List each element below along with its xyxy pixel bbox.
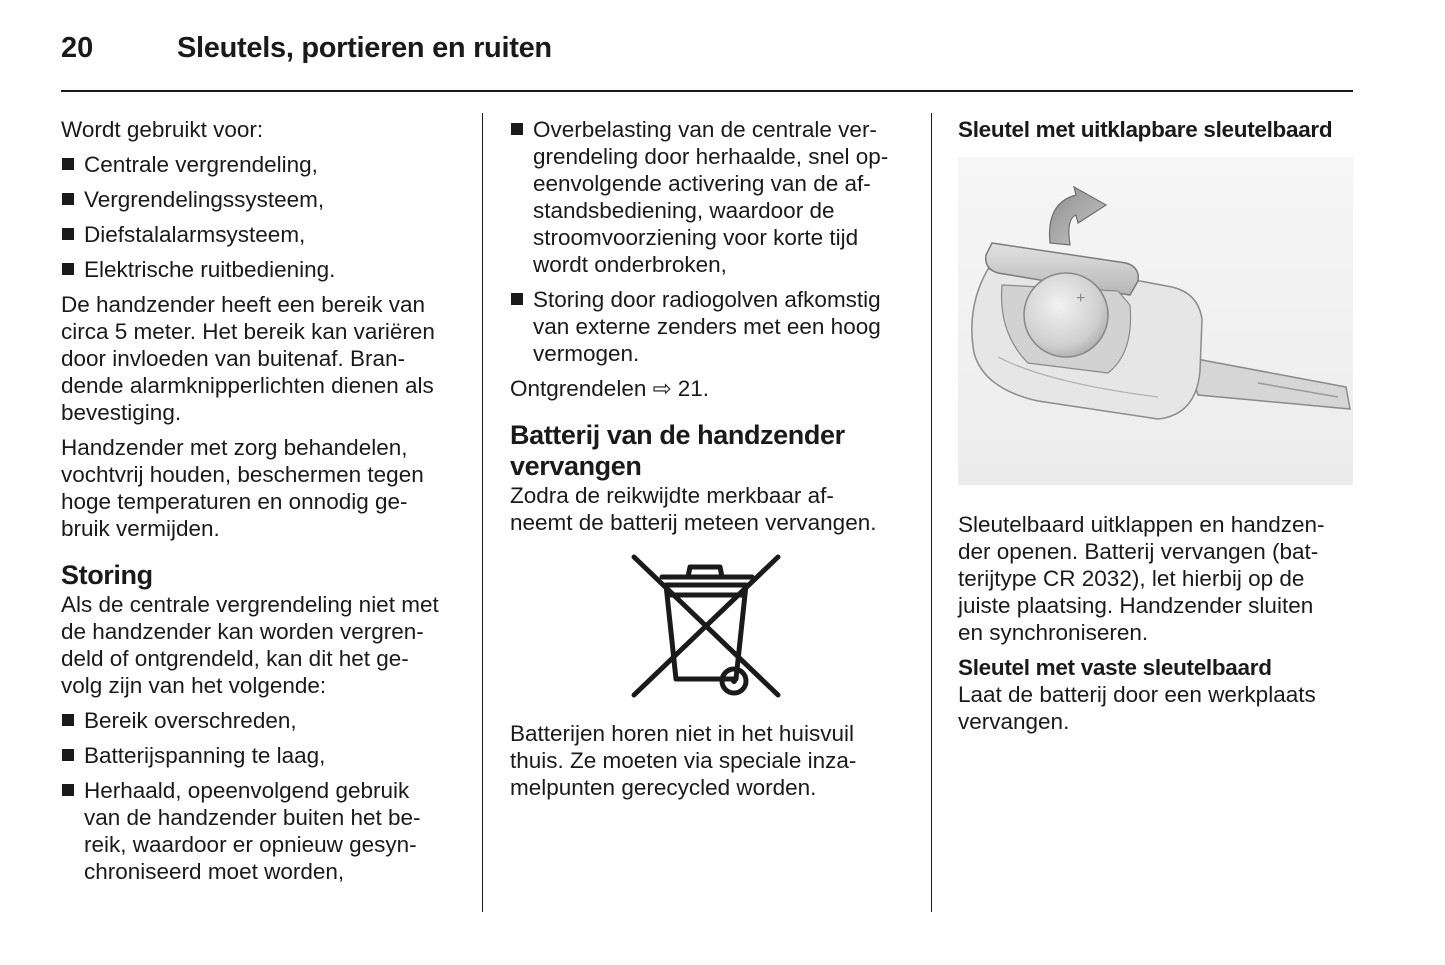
list-item: Overbelasting van de centrale ver- grendeling door herhaalde, snel op- eenvolgende activering van de af- standsbediening, waardoor de stroomvoorziening voor korte tijd wordt onderbroken,: [510, 116, 910, 278]
square-bullet-icon: [511, 123, 523, 135]
column-left: [61, 116, 461, 893]
fixedkey-paragraph: Laat de batterij door een werkplaats vervangen.: [958, 682, 1316, 734]
intro-text: Wordt gebruikt voor:: [61, 117, 264, 142]
square-bullet-icon: [62, 784, 74, 796]
range-paragraph: De handzender heeft een bereik van circa 5 meter. Het bereik kan variëren door invloeden van buitenaf. Bran- dende alarmknipperlichten dienen als bevestiging.: [61, 292, 435, 425]
square-bullet-icon: [62, 714, 74, 726]
square-bullet-icon: [62, 263, 74, 275]
list-item: Centrale vergrendeling,: [61, 151, 461, 178]
page-title: Sleutels, portieren en ruiten: [177, 32, 552, 64]
list-item: Storing door radiogolven afkomstig van externe zenders met een hoog vermogen.: [510, 286, 910, 367]
square-bullet-icon: [62, 228, 74, 240]
square-bullet-icon: [511, 293, 523, 305]
list-item: Elektrische ruitbediening.: [61, 256, 461, 283]
square-bullet-icon: [62, 749, 74, 761]
foldkey-heading: Sleutel met uitklapbare sleutelbaard: [958, 117, 1333, 142]
column-middle: [510, 116, 910, 809]
square-bullet-icon: [62, 193, 74, 205]
list-item: Batterijspanning te laag,: [61, 742, 461, 769]
list-item: Diefstalalarmsysteem,: [61, 221, 461, 248]
column-divider: [482, 113, 483, 912]
foldkey-paragraph: Sleutelbaard uitklappen en handzen- der openen. Batterij vervangen (bat- terijtype CR 2032), let hierbij op de juiste plaatsing. Handzender sluiten en synchroniseren.: [958, 512, 1325, 645]
key-battery-illustration: [958, 157, 1353, 485]
storing-paragraph: Als de centrale vergrendeling niet met de handzender kan worden vergren- deld of ontgrendeld, kan dit het ge- volg zijn van het volgende:: [61, 592, 439, 698]
battery-heading: Batterij van de handzender vervangen: [510, 420, 845, 481]
causes-list: [61, 707, 461, 885]
fixedkey-heading: Sleutel met vaste sleutelbaard: [958, 655, 1272, 680]
column-right: [958, 116, 1353, 743]
svg-text:+: +: [1076, 290, 1086, 307]
uses-list: [61, 151, 461, 283]
list-item: Vergrendelingssysteem,: [61, 186, 461, 213]
list-item: Bereik overschreden,: [61, 707, 461, 734]
disposal-paragraph: Batterijen horen niet in het huisvuil thuis. Ze moeten via speciale inza- melpunten gerecycled worden.: [510, 721, 857, 800]
battery-paragraph: Zodra de reikwijdte merkbaar af- neemt de batterij meteen vervangen.: [510, 483, 877, 535]
storing-heading: Storing: [61, 560, 153, 590]
square-bullet-icon: [62, 158, 74, 170]
causes-list-continued: [510, 116, 910, 367]
page-number: 20: [61, 32, 94, 64]
unlock-reference: Ontgrendelen ⇨ 21.: [510, 376, 709, 401]
page-header: [61, 30, 1353, 92]
care-paragraph: Handzender met zorg behandelen, vochtvrij houden, beschermen tegen hoge temperaturen en onnodig ge- bruik vermijden.: [61, 435, 424, 541]
list-item: Herhaald, opeenvolgend gebruik van de handzender buiten het be- reik, waardoor er opnieuw gesyn- chroniseerd moet worden,: [61, 777, 461, 885]
column-divider: [931, 113, 932, 912]
crossed-out-wheelie-bin-icon: [628, 551, 784, 703]
